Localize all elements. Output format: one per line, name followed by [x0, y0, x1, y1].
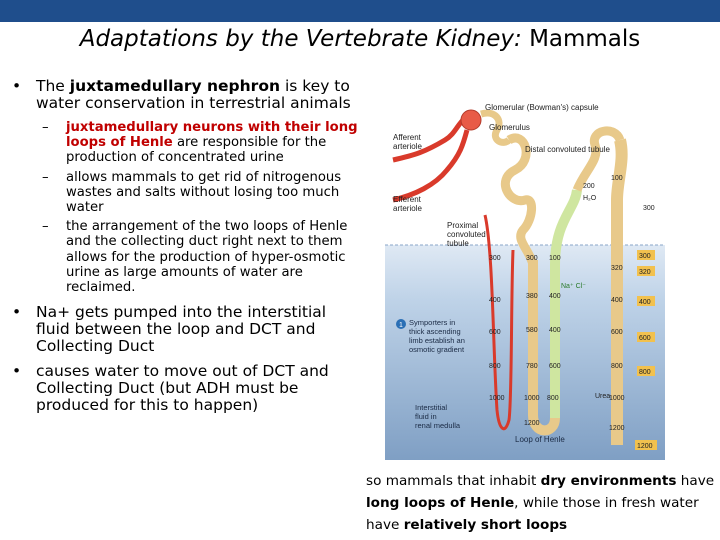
loops-of-henle-term: juxtamedullary neurons with their long loops of Henle	[66, 120, 358, 151]
bullet-dash: –	[42, 169, 49, 185]
subbullet-arrangement: – the arrangement of the two loops of Henle and the collecting duct right next to them allows for the production of hyper-osmotic urine as large amounts of water are reclaimed.	[42, 219, 348, 296]
bullet-list	[12, 78, 362, 422]
label-proximal-convoluted: convoluted	[447, 230, 486, 239]
osm-cd: 800	[611, 363, 623, 370]
osm-desc: 780	[526, 363, 538, 370]
bullet-na-pump: • Na+ gets pumped into the interstitial fluid between the loop and DCT and Collecting Duct	[12, 303, 327, 356]
osm-left: 800	[489, 363, 501, 370]
osm-left: 1000	[489, 395, 505, 402]
top-banner	[0, 0, 720, 22]
label-afferent-arteriole: arteriole	[393, 142, 422, 151]
osm-cd: 1200	[609, 425, 625, 432]
osm-left: 600	[489, 329, 501, 336]
osm-right: 1200	[637, 443, 653, 450]
osm-left: 400	[489, 297, 501, 304]
label-glomerular-capsule: Glomerular (Bowman's) capsule	[485, 103, 599, 112]
bullet-juxtamedullary: • The juxtamedullary nephron is key to water conservation in terrestrial animals	[12, 77, 351, 112]
osm-asc: 400	[549, 327, 561, 334]
bullet-dash: –	[42, 120, 49, 135]
osm-asc: 100	[549, 255, 561, 262]
label-proximal-tubule: tubule	[447, 239, 469, 248]
osm-asc: 800	[547, 395, 559, 402]
osm-right: 320	[639, 269, 651, 276]
long-loops-term: long loops of Henle	[366, 495, 515, 511]
osm-right: 600	[639, 335, 651, 342]
osm-cd: 600	[611, 329, 623, 336]
subbullet-loops: – juxtamedullary neurons with their long loops of Henle are responsible for the production of concentrated urine	[42, 120, 358, 166]
label-nacl: Na⁺ Cl⁻	[561, 283, 586, 290]
osm-dct: 300	[643, 205, 655, 212]
subbullet-wastes: – allows mammals to get rid of nitrogenous wastes and salts without losing too much water	[42, 169, 342, 216]
label-symporters-1: Symporters in	[409, 318, 456, 327]
footer-note: so mammals that inhabit dry environments have long loops of Henle, while those in fresh water have relatively short loops	[366, 473, 715, 533]
label-symporters-2: thick ascending	[409, 327, 461, 336]
label-interstitial-2: fluid in	[415, 412, 437, 421]
osm-right: 800	[639, 369, 651, 376]
title-sub: Mammals	[529, 26, 641, 52]
label-efferent: Efferent	[393, 195, 421, 204]
bullet-dot: •	[12, 77, 22, 95]
bullet-dot: •	[12, 303, 22, 322]
osm-desc: 1200	[524, 420, 540, 427]
osm-dct: 200	[583, 183, 595, 190]
label-proximal: Proximal	[447, 221, 479, 230]
osm-desc: 580	[526, 327, 538, 334]
osm-cd: 1000	[609, 395, 625, 402]
dry-environments-term: dry environments	[540, 473, 677, 489]
label-distal-tubule: Distal convoluted tubule	[525, 145, 610, 154]
nephron-figure	[385, 100, 665, 460]
short-loops-term: relatively short loops	[403, 517, 568, 533]
osm-asc: 600	[549, 363, 561, 370]
osm-cd: 320	[611, 265, 623, 272]
osm-cd: 400	[611, 297, 623, 304]
glomerulus-shape	[461, 110, 481, 130]
osm-cd: 100	[611, 175, 623, 182]
slide-title	[0, 26, 720, 52]
label-symporters-3: limb establish an	[409, 336, 465, 345]
step-number: 1	[399, 322, 403, 329]
osm-desc: 1000	[524, 395, 540, 402]
osm-left: 300	[489, 255, 501, 262]
bullet-dash: –	[42, 219, 49, 235]
label-urea: Urea	[595, 393, 611, 400]
osm-right: 400	[639, 299, 651, 306]
label-afferent: Afferent	[393, 133, 421, 142]
title-main: Adaptations by the Vertebrate Kidney:	[79, 26, 522, 52]
label-loop-of-henle: Loop of Henle	[515, 435, 565, 444]
label-h2o: H₂O	[583, 195, 597, 202]
label-efferent-arteriole: arteriole	[393, 204, 422, 213]
label-interstitial-3: renal medulla	[415, 421, 461, 430]
label-interstitial-1: Interstitial	[415, 403, 448, 412]
osm-asc: 400	[549, 293, 561, 300]
bullet-water-movement: • causes water to move out of DCT and Collecting Duct (but ADH must be produced for this to happen)	[12, 362, 329, 415]
osm-desc: 380	[526, 293, 538, 300]
osm-desc: 300	[526, 255, 538, 262]
osm-right: 300	[639, 253, 651, 260]
label-symporters-4: osmotic gradient	[409, 345, 465, 354]
label-glomerulus: Glomerulus	[489, 123, 530, 132]
juxtamedullary-term: juxtamedullary nephron	[69, 77, 281, 95]
bullet-dot: •	[12, 362, 22, 381]
